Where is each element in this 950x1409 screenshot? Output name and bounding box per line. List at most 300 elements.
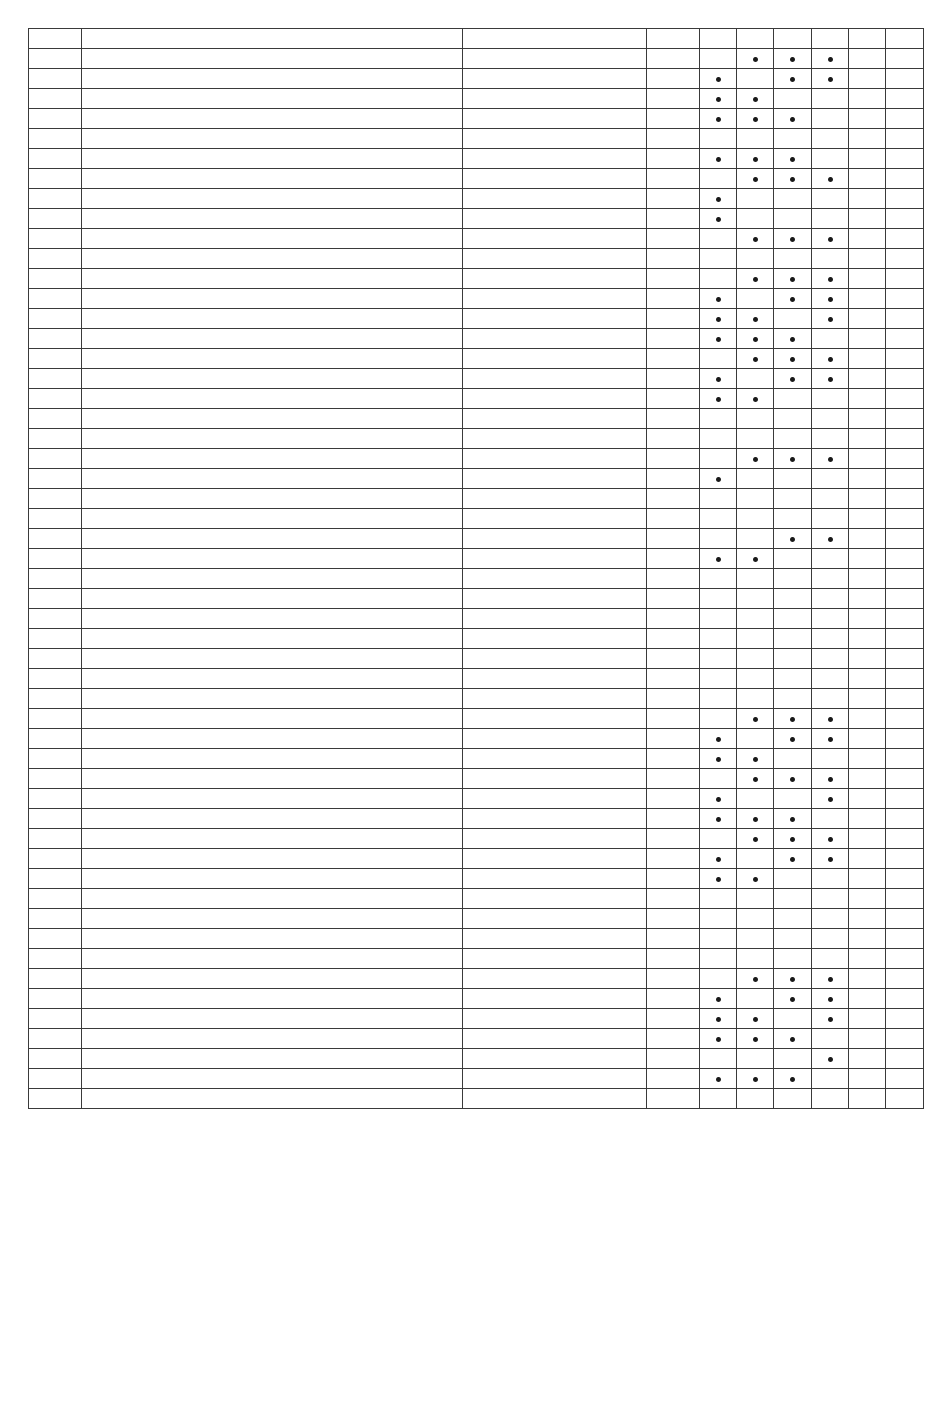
mark-cell: [774, 449, 812, 469]
table-cell: [29, 469, 82, 489]
mark-cell: [737, 309, 774, 329]
mark-cell: [812, 1089, 849, 1109]
mark-cell: [812, 909, 849, 929]
mark-cell: [886, 189, 924, 209]
table-cell: [647, 929, 700, 949]
mark-cell: [737, 289, 774, 309]
mark-cell: [737, 989, 774, 1009]
mark-cell: [700, 1069, 737, 1089]
mark-cell: [774, 169, 812, 189]
mark-cell: [886, 29, 924, 49]
table-cell: [82, 349, 463, 369]
table-cell: [463, 1029, 647, 1049]
mark-cell: [737, 269, 774, 289]
mark-cell: [849, 609, 886, 629]
mark-cell: [849, 869, 886, 889]
mark-cell: [849, 809, 886, 829]
table-cell: [463, 849, 647, 869]
table-cell: [463, 369, 647, 389]
bullet-mark-icon: [828, 977, 833, 982]
table-cell: [29, 269, 82, 289]
bullet-mark-icon: [753, 317, 758, 322]
mark-cell: [700, 269, 737, 289]
mark-cell: [849, 149, 886, 169]
bullet-mark-icon: [828, 1057, 833, 1062]
mark-cell: [849, 909, 886, 929]
mark-cell: [886, 629, 924, 649]
mark-cell: [774, 589, 812, 609]
bullet-mark-icon: [753, 117, 758, 122]
mark-cell: [774, 689, 812, 709]
mark-cell: [886, 949, 924, 969]
mark-cell: [849, 1029, 886, 1049]
table-cell: [463, 309, 647, 329]
table-cell: [82, 1049, 463, 1069]
table-cell: [463, 469, 647, 489]
mark-cell: [700, 329, 737, 349]
table-cell: [82, 749, 463, 769]
mark-cell: [886, 809, 924, 829]
bullet-mark-icon: [753, 457, 758, 462]
mark-cell: [812, 49, 849, 69]
table-cell: [29, 209, 82, 229]
bullet-mark-icon: [716, 1037, 721, 1042]
table-cell: [82, 369, 463, 389]
mark-cell: [737, 209, 774, 229]
bullet-mark-icon: [790, 1037, 795, 1042]
mark-cell: [849, 329, 886, 349]
mark-cell: [774, 429, 812, 449]
table-cell: [29, 189, 82, 209]
mark-cell: [737, 1049, 774, 1069]
table-cell: [463, 109, 647, 129]
mark-cell: [700, 169, 737, 189]
mark-cell: [849, 229, 886, 249]
table-cell: [647, 1049, 700, 1069]
bullet-mark-icon: [716, 337, 721, 342]
bullet-mark-icon: [753, 97, 758, 102]
mark-cell: [812, 549, 849, 569]
table-cell: [82, 1069, 463, 1089]
mark-cell: [849, 629, 886, 649]
mark-cell: [886, 909, 924, 929]
bullet-mark-icon: [790, 77, 795, 82]
bullet-mark-icon: [828, 457, 833, 462]
bullet-mark-icon: [790, 117, 795, 122]
table-cell: [82, 529, 463, 549]
table-cell: [647, 389, 700, 409]
table-cell: [647, 969, 700, 989]
table-cell: [29, 689, 82, 709]
table-cell: [647, 89, 700, 109]
mark-cell: [812, 529, 849, 549]
mark-cell: [886, 229, 924, 249]
table-cell: [463, 1069, 647, 1089]
mark-cell: [737, 809, 774, 829]
table-cell: [82, 1089, 463, 1109]
mark-cell: [774, 309, 812, 329]
grid-body: [29, 29, 924, 1109]
mark-cell: [886, 409, 924, 429]
bullet-mark-icon: [753, 177, 758, 182]
mark-cell: [774, 409, 812, 429]
mark-cell: [886, 109, 924, 129]
mark-cell: [737, 709, 774, 729]
mark-cell: [774, 949, 812, 969]
table-cell: [82, 949, 463, 969]
table-cell: [29, 109, 82, 129]
table-cell: [647, 249, 700, 269]
table-cell: [463, 269, 647, 289]
table-row: [29, 89, 924, 109]
mark-cell: [886, 669, 924, 689]
mark-cell: [774, 1069, 812, 1089]
mark-cell: [849, 989, 886, 1009]
bullet-mark-icon: [753, 817, 758, 822]
table-cell: [463, 629, 647, 649]
table-cell: [29, 569, 82, 589]
table-cell: [647, 889, 700, 909]
mark-cell: [812, 329, 849, 349]
bullet-mark-icon: [753, 1077, 758, 1082]
mark-cell: [886, 249, 924, 269]
mark-cell: [700, 989, 737, 1009]
table-cell: [82, 429, 463, 449]
table-cell: [82, 649, 463, 669]
mark-cell: [886, 989, 924, 1009]
mark-cell: [812, 689, 849, 709]
table-cell: [29, 709, 82, 729]
mark-cell: [737, 349, 774, 369]
table-row: [29, 909, 924, 929]
mark-cell: [700, 569, 737, 589]
table-cell: [647, 449, 700, 469]
table-cell: [29, 1089, 82, 1109]
mark-cell: [849, 969, 886, 989]
mark-cell: [849, 949, 886, 969]
mark-cell: [812, 29, 849, 49]
bullet-mark-icon: [753, 1017, 758, 1022]
mark-cell: [700, 629, 737, 649]
table-cell: [463, 869, 647, 889]
bullet-mark-icon: [790, 237, 795, 242]
table-cell: [463, 289, 647, 309]
table-cell: [463, 429, 647, 449]
table-row: [29, 1029, 924, 1049]
table-row: [29, 749, 924, 769]
table-cell: [647, 149, 700, 169]
bullet-mark-icon: [716, 377, 721, 382]
mark-cell: [849, 249, 886, 269]
mark-cell: [886, 789, 924, 809]
table-cell: [463, 709, 647, 729]
mark-cell: [737, 69, 774, 89]
mark-cell: [737, 729, 774, 749]
table-cell: [463, 409, 647, 429]
mark-cell: [737, 329, 774, 349]
table-cell: [29, 1009, 82, 1029]
table-row: [29, 549, 924, 569]
mark-cell: [737, 549, 774, 569]
mark-cell: [774, 129, 812, 149]
table-row: [29, 669, 924, 689]
table-cell: [647, 829, 700, 849]
table-cell: [647, 709, 700, 729]
table-row: [29, 629, 924, 649]
mark-cell: [737, 669, 774, 689]
mark-cell: [812, 1069, 849, 1089]
mark-cell: [812, 829, 849, 849]
table-cell: [463, 129, 647, 149]
mark-cell: [849, 469, 886, 489]
mark-cell: [886, 529, 924, 549]
mark-cell: [849, 529, 886, 549]
table-cell: [82, 29, 463, 49]
mark-cell: [812, 89, 849, 109]
mark-cell: [774, 889, 812, 909]
bullet-mark-icon: [753, 237, 758, 242]
mark-cell: [886, 269, 924, 289]
mark-cell: [774, 629, 812, 649]
table-row: [29, 509, 924, 529]
mark-cell: [812, 69, 849, 89]
mark-cell: [886, 829, 924, 849]
table-cell: [647, 869, 700, 889]
table-cell: [463, 689, 647, 709]
mark-cell: [774, 789, 812, 809]
mark-cell: [737, 369, 774, 389]
mark-cell: [886, 769, 924, 789]
mark-cell: [700, 609, 737, 629]
mark-cell: [700, 849, 737, 869]
mark-cell: [700, 1089, 737, 1109]
table-cell: [82, 849, 463, 869]
table-row: [29, 889, 924, 909]
mark-cell: [886, 649, 924, 669]
mark-cell: [700, 829, 737, 849]
table-row: [29, 109, 924, 129]
table-row: [29, 249, 924, 269]
table-row: [29, 809, 924, 829]
table-cell: [463, 929, 647, 949]
mark-cell: [849, 889, 886, 909]
mark-cell: [700, 429, 737, 449]
bullet-mark-icon: [790, 1077, 795, 1082]
table-cell: [29, 809, 82, 829]
table-cell: [463, 249, 647, 269]
table-cell: [29, 829, 82, 849]
bullet-mark-icon: [790, 297, 795, 302]
table-cell: [647, 189, 700, 209]
mark-cell: [774, 489, 812, 509]
bullet-mark-icon: [828, 357, 833, 362]
mark-cell: [737, 869, 774, 889]
mark-cell: [849, 429, 886, 449]
mark-cell: [886, 849, 924, 869]
table-cell: [647, 849, 700, 869]
table-cell: [82, 89, 463, 109]
mark-cell: [812, 1009, 849, 1029]
mark-cell: [774, 1009, 812, 1029]
mark-cell: [849, 449, 886, 469]
bullet-mark-icon: [828, 737, 833, 742]
mark-cell: [774, 529, 812, 549]
mark-cell: [737, 389, 774, 409]
table-row: [29, 989, 924, 1009]
mark-cell: [700, 649, 737, 669]
bullet-mark-icon: [828, 777, 833, 782]
bullet-mark-icon: [790, 157, 795, 162]
table-cell: [647, 569, 700, 589]
mark-cell: [886, 709, 924, 729]
grid-table: [28, 28, 924, 1109]
bullet-mark-icon: [753, 777, 758, 782]
table-cell: [82, 929, 463, 949]
table-row: [29, 209, 924, 229]
table-cell: [29, 549, 82, 569]
mark-cell: [700, 549, 737, 569]
bullet-mark-icon: [716, 857, 721, 862]
mark-cell: [886, 489, 924, 509]
table-cell: [29, 609, 82, 629]
mark-cell: [812, 109, 849, 129]
mark-cell: [849, 309, 886, 329]
mark-cell: [849, 1049, 886, 1069]
table-cell: [463, 229, 647, 249]
table-cell: [82, 309, 463, 329]
table-cell: [82, 629, 463, 649]
table-row: [29, 849, 924, 869]
mark-cell: [812, 229, 849, 249]
bullet-mark-icon: [790, 837, 795, 842]
bullet-mark-icon: [828, 997, 833, 1002]
mark-cell: [886, 469, 924, 489]
mark-cell: [700, 909, 737, 929]
mark-cell: [774, 709, 812, 729]
mark-cell: [812, 249, 849, 269]
mark-cell: [774, 229, 812, 249]
bullet-mark-icon: [828, 377, 833, 382]
mark-cell: [700, 769, 737, 789]
mark-cell: [886, 569, 924, 589]
mark-cell: [812, 149, 849, 169]
table-cell: [647, 329, 700, 349]
mark-cell: [700, 1009, 737, 1029]
mark-cell: [737, 609, 774, 629]
mark-cell: [812, 649, 849, 669]
mark-cell: [774, 809, 812, 829]
mark-cell: [812, 769, 849, 789]
mark-cell: [812, 389, 849, 409]
bullet-mark-icon: [716, 1017, 721, 1022]
mark-cell: [812, 569, 849, 589]
table-cell: [463, 829, 647, 849]
mark-cell: [737, 469, 774, 489]
bullet-mark-icon: [790, 997, 795, 1002]
table-cell: [463, 209, 647, 229]
bullet-mark-icon: [828, 177, 833, 182]
mark-cell: [774, 189, 812, 209]
table-row: [29, 449, 924, 469]
table-cell: [29, 149, 82, 169]
bullet-mark-icon: [828, 797, 833, 802]
table-cell: [82, 569, 463, 589]
mark-cell: [886, 689, 924, 709]
table-cell: [463, 189, 647, 209]
mark-cell: [774, 869, 812, 889]
mark-cell: [774, 1029, 812, 1049]
table-cell: [463, 1049, 647, 1069]
mark-cell: [737, 1009, 774, 1029]
table-cell: [647, 749, 700, 769]
table-row: [29, 1009, 924, 1029]
table-cell: [29, 449, 82, 469]
mark-cell: [849, 569, 886, 589]
mark-cell: [886, 1029, 924, 1049]
mark-cell: [886, 1089, 924, 1109]
table-cell: [29, 1049, 82, 1069]
table-cell: [647, 209, 700, 229]
table-cell: [82, 49, 463, 69]
mark-cell: [700, 149, 737, 169]
mark-cell: [737, 629, 774, 649]
table-cell: [647, 269, 700, 289]
table-cell: [463, 609, 647, 629]
mark-cell: [737, 29, 774, 49]
table-cell: [463, 749, 647, 769]
bullet-mark-icon: [716, 817, 721, 822]
mark-cell: [886, 329, 924, 349]
mark-cell: [737, 569, 774, 589]
table-cell: [647, 49, 700, 69]
table-cell: [463, 909, 647, 929]
mark-cell: [812, 729, 849, 749]
table-cell: [463, 449, 647, 469]
mark-cell: [700, 209, 737, 229]
mark-cell: [700, 29, 737, 49]
table-row: [29, 929, 924, 949]
mark-cell: [774, 609, 812, 629]
mark-cell: [886, 589, 924, 609]
table-cell: [82, 449, 463, 469]
mark-cell: [849, 489, 886, 509]
bullet-mark-icon: [716, 317, 721, 322]
table-cell: [29, 1069, 82, 1089]
mark-cell: [812, 129, 849, 149]
mark-cell: [849, 549, 886, 569]
mark-cell: [774, 469, 812, 489]
bullet-mark-icon: [828, 537, 833, 542]
table-row: [29, 729, 924, 749]
table-cell: [647, 229, 700, 249]
mark-cell: [774, 209, 812, 229]
table-cell: [647, 429, 700, 449]
table-cell: [463, 149, 647, 169]
table-cell: [29, 969, 82, 989]
mark-cell: [737, 929, 774, 949]
table-row: [29, 429, 924, 449]
bullet-mark-icon: [716, 97, 721, 102]
table-cell: [647, 649, 700, 669]
table-cell: [647, 469, 700, 489]
mark-cell: [812, 489, 849, 509]
bullet-mark-icon: [753, 877, 758, 882]
mark-cell: [700, 129, 737, 149]
table-cell: [82, 829, 463, 849]
mark-cell: [774, 649, 812, 669]
mark-cell: [774, 349, 812, 369]
table-cell: [29, 729, 82, 749]
